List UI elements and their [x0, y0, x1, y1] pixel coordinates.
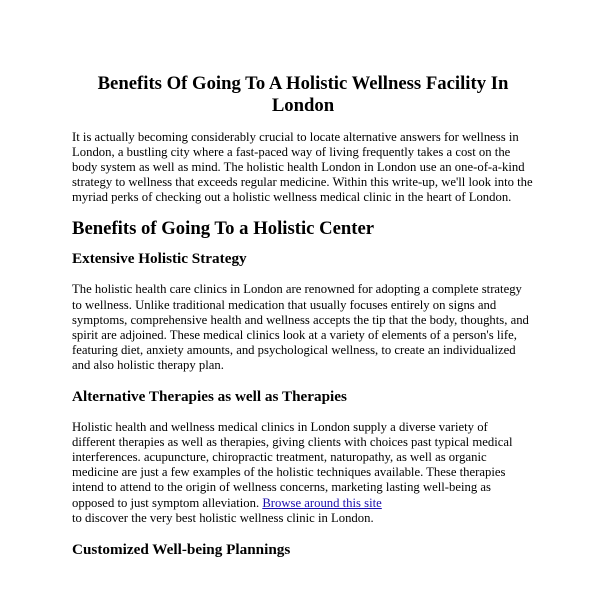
subheading-customized-plannings: Customized Well-being Plannings	[72, 540, 291, 558]
browse-site-link[interactable]: Browse around this site	[262, 495, 382, 510]
subheading-extensive-strategy: Extensive Holistic Strategy	[72, 250, 247, 268]
therapies-text: Holistic health and wellness medical clinics in London supply a diverse variety of different therapies as well as therapies, giving clients with choices past typical medical interferences. acupuncture, chiropractic treatment, naturopathy, as well as organic medicine are just a few examples of the holistic techniques available. These therapies intend to attend to the origin of wellness concerns, marketing lasting well-being as opposed to just symptom alleviation.	[72, 420, 513, 510]
therapies-text-after-link: to discover the very best holistic wellness clinic in London.	[72, 510, 374, 525]
page-title: Benefits Of Going To A Holistic Wellness Facility In London	[97, 73, 509, 116]
subheading-alternative-therapies: Alternative Therapies as well as Therapies	[72, 388, 347, 406]
article-body	[72, 73, 534, 559]
intro-paragraph: It is actually becoming considerably crucial to locate alternative answers for wellness in London, a bustling city where a fast-paced way of living frequently takes a cost on the body system as well as mind. The holistic health London in London use an one-of-a-kind strategy to wellness that exceeds regular medicine. Within this write-up, we'll look into the myriad perks of checking out a holistic wellness medical clinic in the heart of London.	[72, 130, 533, 205]
paragraph-extensive-strategy: The holistic health care clinics in London are renowned for adopting a complete strategy to wellness. Unlike traditional medication that usually focuses entirely on signs and symptoms, comprehensive health and wellness accepts the tip that the body, thoughts, and spirit are adjoined. These medical clinics look at a variety of elements of a person's life, featuring diet, anxiety amounts, and psychological wellness, to create an individualized and also holistic therapy plan.	[72, 282, 529, 372]
section-heading-benefits: Benefits of Going To a Holistic Center	[72, 218, 375, 240]
paragraph-alternative-therapies	[72, 420, 534, 526]
